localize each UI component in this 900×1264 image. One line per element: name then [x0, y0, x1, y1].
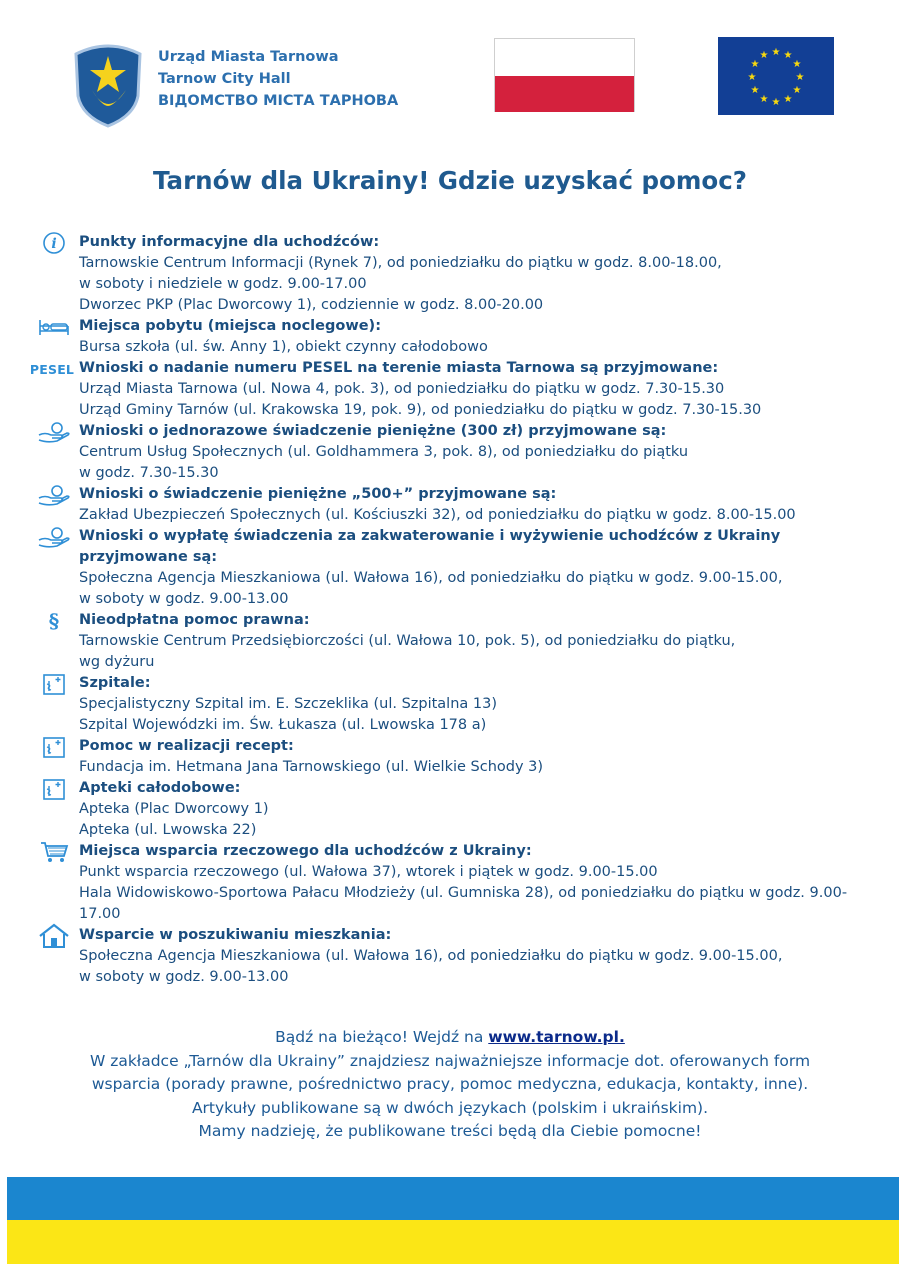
section-line: Apteka (Plac Dworcowy 1)	[79, 801, 269, 817]
ukraine-stripe-yellow	[7, 1220, 899, 1264]
money-hand-icon	[34, 526, 74, 548]
svg-text:★: ★	[759, 94, 769, 105]
section-housing	[34, 925, 874, 988]
info-icon	[34, 232, 74, 254]
section-line: Fundacja im. Hetmana Jana Tarnowskiego (ul. Wielkie Schody 3)	[79, 759, 544, 775]
page-title: Tarnów dla Ukrainy! Gdzie uzyskać pomoc?	[153, 166, 747, 195]
svg-text:★: ★	[750, 85, 760, 96]
eu-flag	[718, 37, 834, 115]
svg-text:i: i	[51, 236, 57, 252]
footer-note	[0, 1026, 900, 1144]
section-prescriptions	[34, 736, 874, 778]
svg-text:★: ★	[792, 85, 802, 96]
section-line: Tarnowskie Centrum Przedsiębiorczości (ul. Wałowa 10, pok. 5), od poniedziałku do piątku,	[79, 633, 736, 649]
section-material-support	[34, 841, 874, 925]
section-line: w godz. 7.30-15.30	[79, 465, 219, 481]
svg-text:★: ★	[747, 72, 757, 83]
footer-line-3: wsparcia (porady prawne, pośrednictwo pracy, pomoc medyczna, edukacja, kontakty, inne).	[91, 1075, 809, 1093]
section-line: Tarnowskie Centrum Informacji (Rynek 7), od poniedziałku do piątku w godz. 8.00-18.00,	[79, 255, 722, 271]
header	[0, 0, 900, 140]
poland-flag	[494, 38, 635, 112]
section-line: Urząd Gminy Tarnów (ul. Krakowska 19, pok. 9), od poniedziałku do piątku w godz. 7.30-15.30	[79, 402, 762, 418]
section-title: Pomoc w realizacji recept:	[79, 738, 294, 754]
section-line: Bursa szkoła (ul. św. Anny 1), obiekt czynny całodobowo	[79, 339, 488, 355]
house-icon	[34, 925, 74, 947]
section-info-points	[34, 232, 874, 316]
section-title: Szpitale:	[79, 675, 151, 691]
svg-text:★: ★	[771, 97, 781, 108]
section-line: Społeczna Agencja Mieszkaniowa (ul. Wałowa 16), od poniedziałku do piątku w godz. 9.00-15.00,	[79, 570, 783, 586]
tarnow-crest-icon	[72, 40, 144, 128]
section-line: w soboty i niedziele w godz. 9.00-17.00	[79, 276, 367, 292]
section-line: Apteka (ul. Lwowska 22)	[79, 822, 257, 838]
section-title: Punkty informacyjne dla uchodźców:	[79, 234, 380, 250]
medical-icon	[34, 778, 74, 800]
section-title: Nieodpłatna pomoc prawna:	[79, 612, 310, 628]
footer-line-1	[0, 1026, 900, 1050]
organization-name	[158, 46, 398, 112]
help-sections	[29, 232, 874, 988]
pesel-icon: PESEL	[29, 361, 75, 377]
bed-icon	[34, 316, 74, 338]
svg-text:★: ★	[783, 94, 793, 105]
section-hospitals	[34, 673, 874, 736]
section-line: Zakład Ubezpieczeń Społecznych (ul. Kościuszki 32), od poniedziałku do piątku w godz. 8.00-15.00	[79, 507, 796, 523]
footer-line-2: W zakładce „Tarnów dla Ukrainy” znajdziesz najważniejsze informacje dot. oferowanych form	[89, 1051, 811, 1070]
section-line: Dworzec PKP (Plac Dworcowy 1), codziennie w godz. 8.00-20.00	[79, 297, 544, 313]
section-line: wg dyżuru	[79, 654, 155, 670]
section-accommodation-benefit	[34, 526, 874, 610]
svg-text:★: ★	[783, 50, 793, 61]
svg-text:★: ★	[792, 59, 802, 70]
section-line: Punkt wsparcia rzeczowego (ul. Wałowa 37), wtorek i piątek w godz. 9.00-15.00	[79, 864, 658, 880]
money-hand-icon	[34, 421, 74, 443]
svg-text:★: ★	[759, 50, 769, 61]
section-pesel	[29, 358, 874, 421]
org-name-en: Tarnow City Hall	[158, 71, 291, 87]
ukraine-stripe-blue	[7, 1177, 899, 1220]
section-line: Specjalistyczny Szpital im. E. Szczeklika (ul. Szpitalna 13)	[79, 696, 498, 712]
section-title: Wnioski o świadczenie pieniężne „500+” przyjmowane są:	[79, 486, 557, 502]
svg-text:★: ★	[750, 59, 760, 70]
section-500plus	[34, 484, 874, 526]
website-link[interactable]: www.tarnow.pl.	[488, 1028, 625, 1046]
section-title: Miejsca wsparcia rzeczowego dla uchodźców z Ukrainy:	[79, 843, 532, 859]
svg-text:★: ★	[795, 72, 805, 83]
section-title: Wnioski o jednorazowe świadczenie pieniężne (300 zł) przyjmowane są:	[79, 423, 667, 439]
section-pharmacies	[34, 778, 874, 841]
section-title: Wsparcie w poszukiwaniu mieszkania:	[79, 927, 392, 943]
footer-prefix: Bądź na bieżąco! Wejdź na	[275, 1028, 489, 1046]
section-one-time-benefit	[34, 421, 874, 484]
medical-icon	[34, 673, 74, 695]
footer-line-5: Mamy nadzieję, że publikowane treści będą dla Ciebie pomocne!	[198, 1122, 702, 1140]
section-line: w soboty w godz. 9.00-13.00	[79, 591, 289, 607]
money-hand-icon	[34, 484, 74, 506]
svg-text:★: ★	[771, 47, 781, 58]
section-line: Społeczna Agencja Mieszkaniowa (ul. Wałowa 16), od poniedziałku do piątku w godz. 9.00-15.00,	[79, 948, 783, 964]
section-line: Urząd Miasta Tarnowa (ul. Nowa 4, pok. 3), od poniedziałku do piątku w godz. 7.30-15.30	[79, 381, 725, 397]
section-title: Wnioski o nadanie numeru PESEL na terenie miasta Tarnowa są przyjmowane:	[79, 360, 719, 376]
section-line: Szpital Wojewódzki im. Św. Łukasza (ul. Lwowska 178 a)	[79, 717, 487, 733]
cart-icon	[34, 841, 74, 863]
section-legal-aid	[34, 610, 874, 673]
section-line: Hala Widowiskowo-Sportowa Pałacu Młodzieży (ul. Gumniska 28), od poniedziałku do piątku w godz. 9.00-17.00	[79, 885, 848, 922]
org-name-pl: Urząd Miasta Tarnowa	[158, 49, 339, 65]
org-name-ua: ВІДОМСТВО МІСТА ТАРНОВА	[158, 93, 399, 109]
section-title: Apteki całodobowe:	[79, 780, 241, 796]
footer-line-4: Artykuły publikowane są w dwóch językach (polskim i ukraińskim).	[191, 1098, 709, 1117]
section-accommodation	[34, 316, 874, 358]
section-line: Centrum Usług Społecznych (ul. Goldhammera 3, pok. 8), od poniedziałku do piątku	[79, 444, 689, 460]
paragraph-icon: §	[48, 609, 60, 633]
section-title: Wnioski o wypłatę świadczenia za zakwaterowanie i wyżywienie uchodźców z Ukrainy przyjmowane są:	[79, 528, 781, 565]
section-title: Miejsca pobytu (miejsca noclegowe):	[79, 318, 381, 334]
medical-icon	[34, 736, 74, 758]
section-line: w soboty w godz. 9.00-13.00	[79, 969, 289, 985]
